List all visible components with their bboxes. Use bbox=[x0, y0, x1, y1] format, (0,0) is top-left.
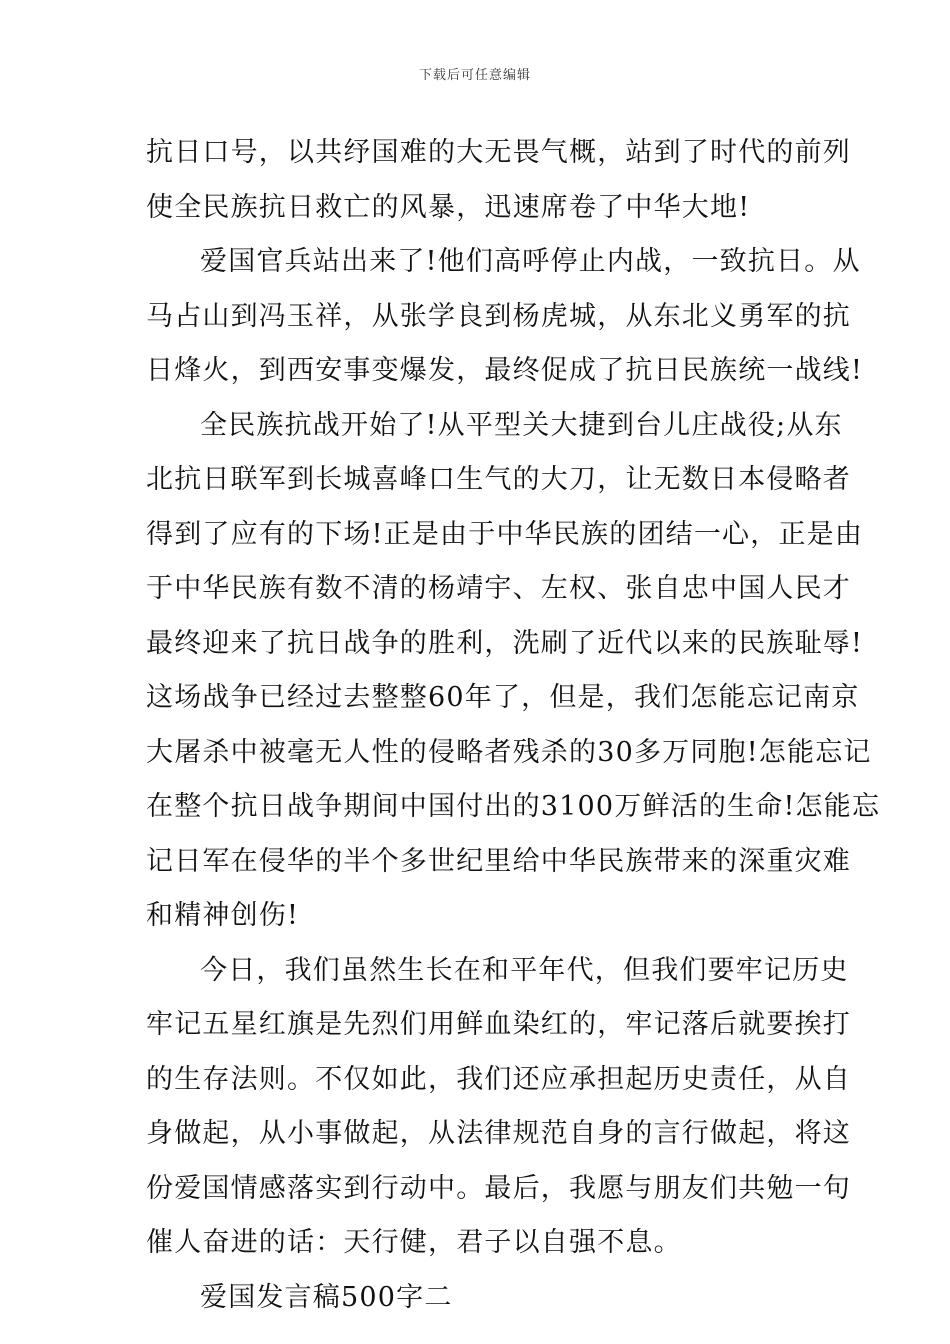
text-line: 在整个抗日战争期间中国付出的3100万鲜活的生命!怎能忘 bbox=[146, 791, 881, 822]
text-line: 日烽火，到西安事变爆发，最终促成了抗日民族统一战线! bbox=[146, 355, 864, 386]
paragraph-2 bbox=[146, 235, 864, 399]
text-line: 和精神创伤! bbox=[146, 900, 300, 931]
document-body bbox=[146, 126, 881, 1325]
text-line: 爱国官兵站出来了!他们高呼停止内战，一致抗日。从 bbox=[200, 246, 861, 277]
text-line: 马占山到冯玉祥，从张学良到杨虎城，从东北义勇军的抗 bbox=[146, 300, 851, 332]
text-line: 身做起，从小事做起，从法律规范自身的言行做起，将这 bbox=[146, 1118, 851, 1149]
text-line: 今日，我们虽然生长在和平年代，但我们要牢记历史 bbox=[200, 954, 849, 986]
text-line: 抗日口号，以共纾国难的大无畏气概，站到了时代的前列 bbox=[146, 137, 851, 168]
text-line: 于中华民族有数不清的杨靖宇、左权、张自忠中国人民才 bbox=[146, 573, 851, 604]
text-line: 北抗日联军到长城喜峰口生气的大刀，让无数日本侵略者 bbox=[146, 464, 851, 495]
page-header: 下载后可任意编辑 bbox=[418, 68, 531, 83]
text-line: 的生存法则。不仅如此，我们还应承担起历史责任，从自 bbox=[146, 1063, 851, 1095]
text-line: 最终迎来了抗日战争的胜利，洗刷了近代以来的民族耻辱! bbox=[146, 627, 864, 659]
paragraph-4 bbox=[146, 944, 851, 1271]
text-line: 使全民族抗日救亡的风暴，迅速席卷了中华大地! bbox=[146, 191, 751, 223]
text-line: 全民族抗战开始了!从平型关大捷到台儿庄战役;从东 bbox=[200, 409, 843, 441]
text-line: 牢记五星红旗是先烈们用鲜血染红的，牢记落后就要挨打 bbox=[146, 1009, 851, 1040]
text-line: 这场战争已经过去整整60年了，但是，我们怎能忘记南京 bbox=[146, 682, 860, 713]
section-heading bbox=[146, 1271, 808, 1326]
text-line: 得到了应有的下场!正是由于中华民族的团结一心，正是由 bbox=[146, 518, 864, 550]
text-line: 记日军在侵华的半个多世纪里给中华民族带来的深重灾难 bbox=[146, 845, 851, 877]
text-line: 大屠杀中被毫无人性的侵略者残杀的30多万同胞!怎能忘记 bbox=[146, 736, 872, 768]
text-line: 催人奋进的话：天行健，君子以自强不息。 bbox=[146, 1227, 682, 1258]
paragraph-3 bbox=[146, 399, 881, 944]
text-line: 份爱国情感落实到行动中。最后，我愿与朋友们共勉一句 bbox=[146, 1172, 851, 1204]
text-line: 爱国发言稿500字二 bbox=[200, 1281, 453, 1313]
paragraph-1 bbox=[146, 126, 851, 235]
